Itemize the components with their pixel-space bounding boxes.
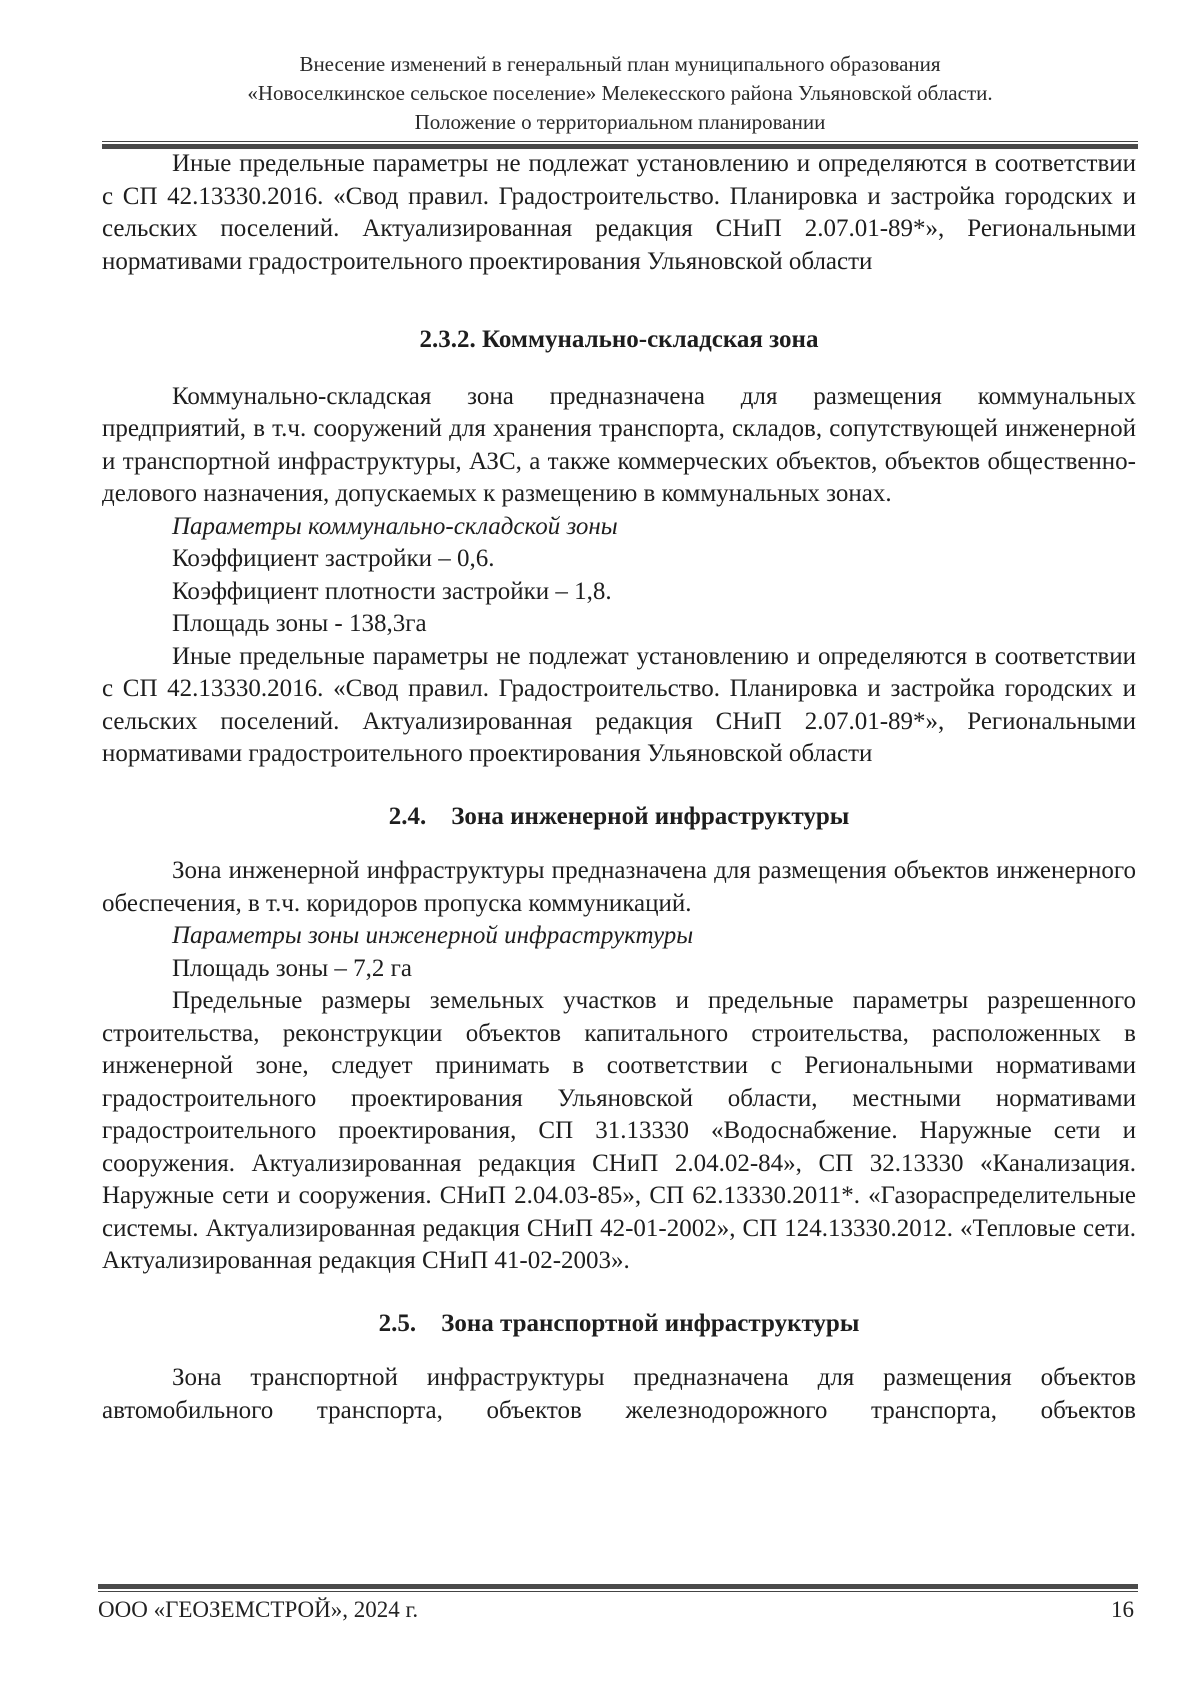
- header-line-1: Внесение изменений в генеральный план муниципального образования: [299, 52, 941, 76]
- intro-paragraph: Иные предельные параметры не подлежат установлению и определяются в соответствии с СП 42.13330.2016. «Свод правил. Градостроительство. Планировка и застройка городских и сельских поселений. Актуализированная редакция СНиП 2.07.01-89*», Региональными нормативами градостроительного проектирования Ульяновской области: [102, 150, 1136, 275]
- section-heading-2-3-2: 2.3.2. Коммунально-складская зона: [419, 326, 819, 353]
- section-2-3-2-param-density: Коэффициент плотности застройки – 1,8.: [172, 577, 612, 605]
- section-2-3-2-other-params: Иные предельные параметры не подлежат установлению и определяются в соответствии с СП 42.13330.2016. «Свод правил. Градостроительство. Планировка и застройка городских и сельских поселений. Актуализированная редакция СНиП 2.07.01-89*», Региональными нормативами градостроительного проектирования Ульяновской области: [102, 642, 1136, 767]
- page-number: 16: [1111, 1597, 1134, 1622]
- section-2-4-param-area: Площадь зоны – 7,2 га: [172, 954, 413, 982]
- section-2-3-2-param-area: Площадь зоны - 138,3га: [172, 610, 427, 637]
- section-2-4-limits: Предельные размеры земельных участков и предельные параметры разрешенного строительства, реконструкции объектов капитального строительства, расположенных в инженерной зоне, следует принимать в соответствии с Региональными нормативами градостроительного проектирования Ульяновской области, местными нормативами градостроительного проектирования, СП 31.13330 «Водоснабжение. Наружные сети и сооружения. Актуализированная редакция СНиП 2.04.02-84», СП 32.13330 «Канализация. Наружные сети и сооружения. СНиП 2.04.03-85», СП 62.13330.2011*. «Газораспределительные системы. Актуализированная редакция СНиП 42-01-2002», СП 124.13330.2012. «Тепловые сети. Актуализированная редакция СНиП 41-02-2003».: [102, 987, 1136, 1274]
- page-header: [100, 50, 1140, 137]
- section-2-3-2-description: Коммунально-складская зона предназначена для размещения коммунальных предприятий, в т.ч. сооружений для хранения транспорта, складов, сопутствующей инженерной и транспортной инфраструктуры, АЗС, а также коммерческих объектов, объектов общественно-делового назначения, допускаемых к размещению в коммунальных зонах.: [102, 382, 1136, 507]
- section-2-5-description: Зона транспортной инфраструктуры предназначена для размещения объектов автомобильного транспорта, объектов железнодорожного транспорта, объектов: [102, 1364, 1136, 1424]
- footer-company: ООО «ГЕОЗЕМСТРОЙ», 2024 г.: [98, 1597, 419, 1622]
- document-body: [102, 148, 1136, 1427]
- section-heading-2-4: 2.4. Зона инженерной инфраструктуры: [388, 802, 850, 830]
- footer-divider: [98, 1584, 1138, 1592]
- header-line-2: «Новоселкинское сельское поселение» Мелекесского района Ульяновской области.: [247, 81, 993, 105]
- header-line-3: Положение о территориальном планировании: [414, 110, 826, 134]
- section-2-4-description: Зона инженерной инфраструктуры предназначена для размещения объектов инженерного обеспечения, в т.ч. коридоров пропуска коммуникаций.: [102, 857, 1136, 917]
- section-2-3-2-params-title: Параметры коммунально-складской зоны: [172, 512, 618, 540]
- section-heading-2-5: 2.5. Зона транспортной инфраструктуры: [378, 1309, 860, 1337]
- section-2-3-2-param-coverage: Коэффициент застройки – 0,6.: [172, 545, 495, 572]
- section-2-4-params-title: Параметры зоны инженерной инфраструктуры: [172, 922, 694, 949]
